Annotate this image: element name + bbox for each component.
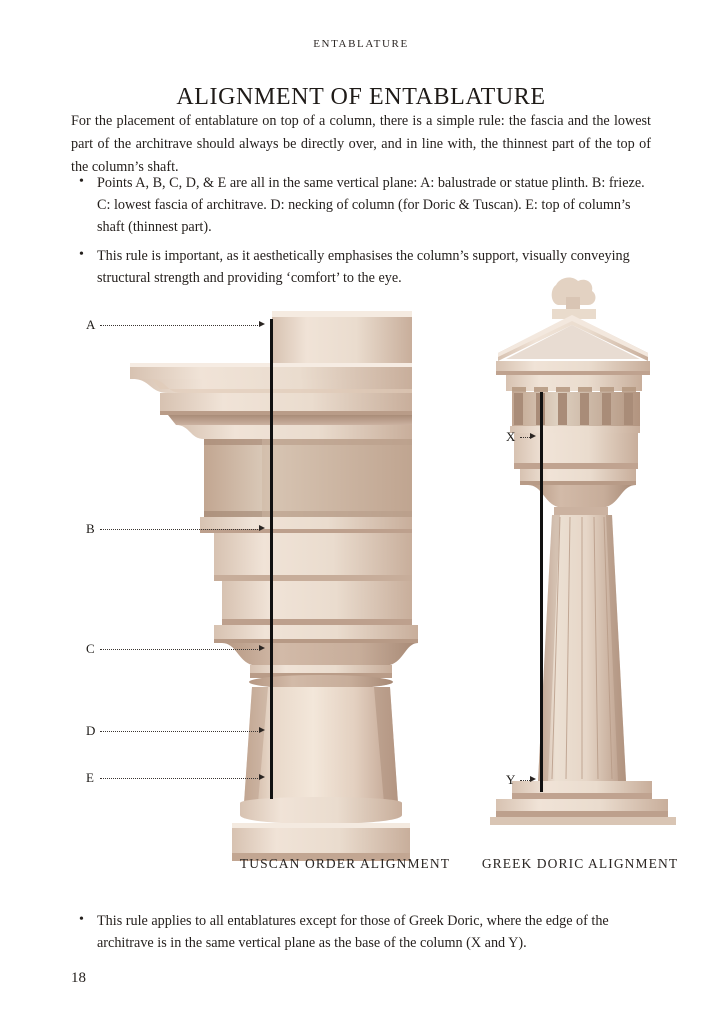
greek-doric-drawing (490, 278, 676, 825)
caption-tuscan: TUSCAN ORDER ALIGNMENT (239, 856, 451, 871)
leader-b (100, 529, 260, 531)
label-a: A (86, 317, 96, 332)
leader-y (520, 780, 530, 782)
label-b: B (86, 521, 95, 536)
arrow-x (530, 433, 536, 439)
arrow-b (259, 525, 265, 531)
page-title: ALIGNMENT OF ENTABLATURE (176, 84, 546, 111)
plumb-line-tuscan (270, 319, 273, 799)
label-y: Y (506, 772, 516, 787)
arrow-c (259, 645, 265, 651)
leader-x (520, 437, 530, 439)
leader-c (100, 649, 260, 651)
list-item: • This rule applies to all entablatures except for those of Greek Doric, where the edge of the architrave is in the same vertical plane as the base of the column (X and Y). (71, 910, 651, 954)
footnote-bullet-list (71, 910, 651, 954)
arrow-a (259, 321, 265, 327)
caption-doric: GREEK DORIC ALIGNMENT (481, 856, 679, 871)
page-number: 18 (71, 970, 86, 986)
running-head: ENTABLATURE (313, 38, 409, 50)
list-item: • This rule is important, as it aesthetically emphasises the column’s support, visually conveying structural strength and providing ‘comfort’ to the eye. (71, 245, 651, 289)
arrow-y (530, 776, 536, 782)
leader-a (100, 325, 260, 327)
leader-d (100, 731, 260, 733)
architectural-illustration (0, 275, 722, 895)
arrow-e (259, 774, 265, 780)
figure-entablature-alignment (0, 275, 722, 895)
plumb-line-doric (540, 392, 543, 792)
label-e: E (86, 770, 94, 785)
list-item: • Points A, B, C, D, & E are all in the same vertical plane: A: balustrade or statue plinth. B: frieze. C: lowest fascia of architrave. D: necking of column (for Doric & Tuscan). E: top of column’s shaft (thinnest part). (71, 172, 651, 238)
label-x: X (506, 429, 516, 444)
label-d: D (86, 723, 96, 738)
leader-e (100, 778, 260, 780)
label-c: C (86, 641, 95, 656)
arrow-d (259, 727, 265, 733)
intro-paragraph: For the placement of entablature on top of a column, there is a simple rule: the fascia and the lowest part of the architrave should always be directly over, and in line with, the thinnest part of the top of the column’s shaft. (71, 113, 651, 176)
